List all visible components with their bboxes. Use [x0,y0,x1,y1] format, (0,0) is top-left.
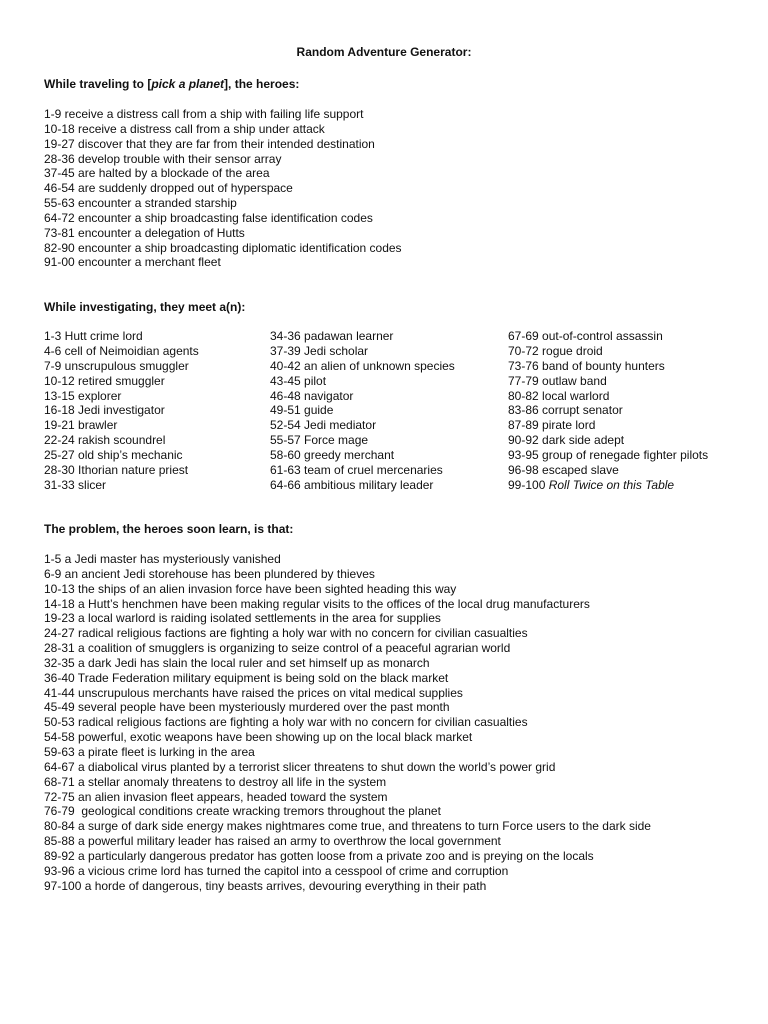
list-item: 59-63 a pirate fleet is lurking in the area [44,744,255,759]
list-item: 10-12 retired smuggler [44,373,165,388]
list-item: 46-54 are suddenly dropped out of hyperspace [44,181,293,196]
list-item: 1-9 receive a distress call from a ship with failing life support [44,107,364,121]
list-item: 90-92 dark side adept [508,433,625,448]
list-item: 46-48 navigator [270,388,354,403]
heading-italic: pick a planet [151,77,225,91]
section-heading-traveling [44,77,299,92]
list-item: 72-75 an alien invasion fleet appears, headed toward the system [44,789,388,804]
list-item: 77-79 outlaw band [508,373,607,388]
list-item: 80-84 a surge of dark side energy makes nightmares come true, and threatens to turn Force users to the dark side [44,819,651,834]
roll-twice-note: Roll Twice on this Table [548,477,675,492]
list-item: 34-36 padawan learner [270,329,394,343]
list-item: 19-21 brawler [44,418,118,433]
list-item: 55-57 Force mage [270,433,369,448]
list-item: 58-60 greedy merchant [270,448,395,463]
list-item: 28-31 a coalition of smugglers is organizing to seize control of a peaceful agrarian world [44,641,511,656]
list-item: 50-53 radical religious factions are fighting a holy war with no concern for civilian casualties [44,715,528,730]
list-item: 6-9 an ancient Jedi storehouse has been plundered by thieves [44,566,375,581]
list-item: 68-71 a stellar anomaly threatens to destroy all life in the system [44,774,387,789]
list-item: 1-3 Hutt crime lord [44,329,143,343]
list-item: 54-58 powerful, exotic weapons have been showing up on the local black market [44,730,473,745]
list-item: 10-13 the ships of an alien invasion force have been sighted heading this way [44,581,457,596]
problem-list [44,552,651,893]
list-item: 31-33 slicer [44,477,107,492]
list-item: 73-81 encounter a delegation of Hutts [44,225,245,240]
list-item: 10-18 receive a distress call from a ship under attack [44,121,325,136]
list-item: 37-39 Jedi scholar [270,343,369,358]
list-item: 87-89 pirate lord [508,418,596,433]
list-item [508,478,708,493]
list-item: 76-79 geological conditions create wracking tremors throughout the planet [44,804,441,819]
section-heading-investigating: While investigating, they meet a(n): [44,300,246,314]
list-item: 80-82 local warlord [508,388,610,403]
list-item: 55-63 encounter a stranded starship [44,196,237,211]
list-item: 96-98 escaped slave [508,463,619,478]
list-item: 37-45 are halted by a blockade of the area [44,166,270,181]
list-item: 28-30 Ithorian nature priest [44,463,189,478]
list-item: 22-24 rakish scoundrel [44,433,166,448]
list-item: 41-44 unscrupulous merchants have raised the prices on vital medical supplies [44,685,463,700]
list-item: 85-88 a powerful military leader has raised an army to overthrow the local government [44,834,501,849]
list-item: 7-9 unscrupulous smuggler [44,358,189,373]
heading-suffix: ], the heroes: [224,77,300,91]
list-item: 45-49 several people have been mysteriously murdered over the past month [44,700,450,715]
roll-range: 99-100 [508,477,549,492]
list-item: 67-69 out-of-control assassin [508,329,663,343]
list-item: 28-36 develop trouble with their sensor array [44,151,282,166]
list-item: 24-27 radical religious factions are fighting a holy war with no concern for civilian casualties [44,626,528,641]
list-item: 82-90 encounter a ship broadcasting diplomatic identification codes [44,240,402,255]
list-item: 25-27 old ship’s mechanic [44,448,183,463]
list-item: 93-96 a vicious crime lord has turned the capitol into a cesspool of crime and corruption [44,863,509,878]
list-item: 32-35 a dark Jedi has slain the local ruler and set himself up as monarch [44,655,430,670]
list-item: 73-76 band of bounty hunters [508,358,665,373]
list-item: 64-72 encounter a ship broadcasting false identification codes [44,210,373,225]
heading-prefix: While traveling to [ [44,77,152,91]
list-item: 89-92 a particularly dangerous predator has gotten loose from a private zoo and is preying on the locals [44,848,594,863]
list-item: 70-72 rogue droid [508,343,603,358]
list-item: 97-100 a horde of dangerous, tiny beasts arrives, devouring everything in their path [44,878,487,893]
list-item: 64-66 ambitious military leader [270,477,434,492]
list-item: 4-6 cell of Neimoidian agents [44,343,199,358]
list-item: 40-42 an alien of unknown species [270,358,455,373]
list-item: 1-5 a Jedi master has mysteriously vanished [44,552,281,566]
list-item: 83-86 corrupt senator [508,403,623,418]
list-item: 36-40 Trade Federation military equipment is being sold on the black market [44,670,449,685]
list-item: 16-18 Jedi investigator [44,403,165,418]
list-item: 13-15 explorer [44,388,122,403]
list-item: 19-27 discover that they are far from their intended destination [44,136,375,151]
list-item: 49-51 guide [270,403,334,418]
list-item: 61-63 team of cruel mercenaries [270,463,443,478]
list-item: 91-00 encounter a merchant fleet [44,255,221,270]
list-item: 93-95 group of renegade fighter pilots [508,448,709,463]
list-item: 64-67 a diabolical virus planted by a terrorist slicer threatens to shut down the world’s power grid [44,759,556,774]
meet-column-2 [270,329,455,493]
list-item: 43-45 pilot [270,373,327,388]
list-item: 14-18 a Hutt’s henchmen have been making regular visits to the offices of the local drug manufacturers [44,596,590,611]
document-title: Random Adventure Generator: [296,45,472,59]
section-heading-problem: The problem, the heroes soon learn, is that: [44,522,294,536]
meet-column-1 [44,329,199,493]
list-item: 19-23 a local warlord is raiding isolated settlements in the area for supplies [44,611,441,626]
traveling-list [44,107,402,270]
list-item: 52-54 Jedi mediator [270,418,377,433]
meet-column-3 [508,329,708,493]
